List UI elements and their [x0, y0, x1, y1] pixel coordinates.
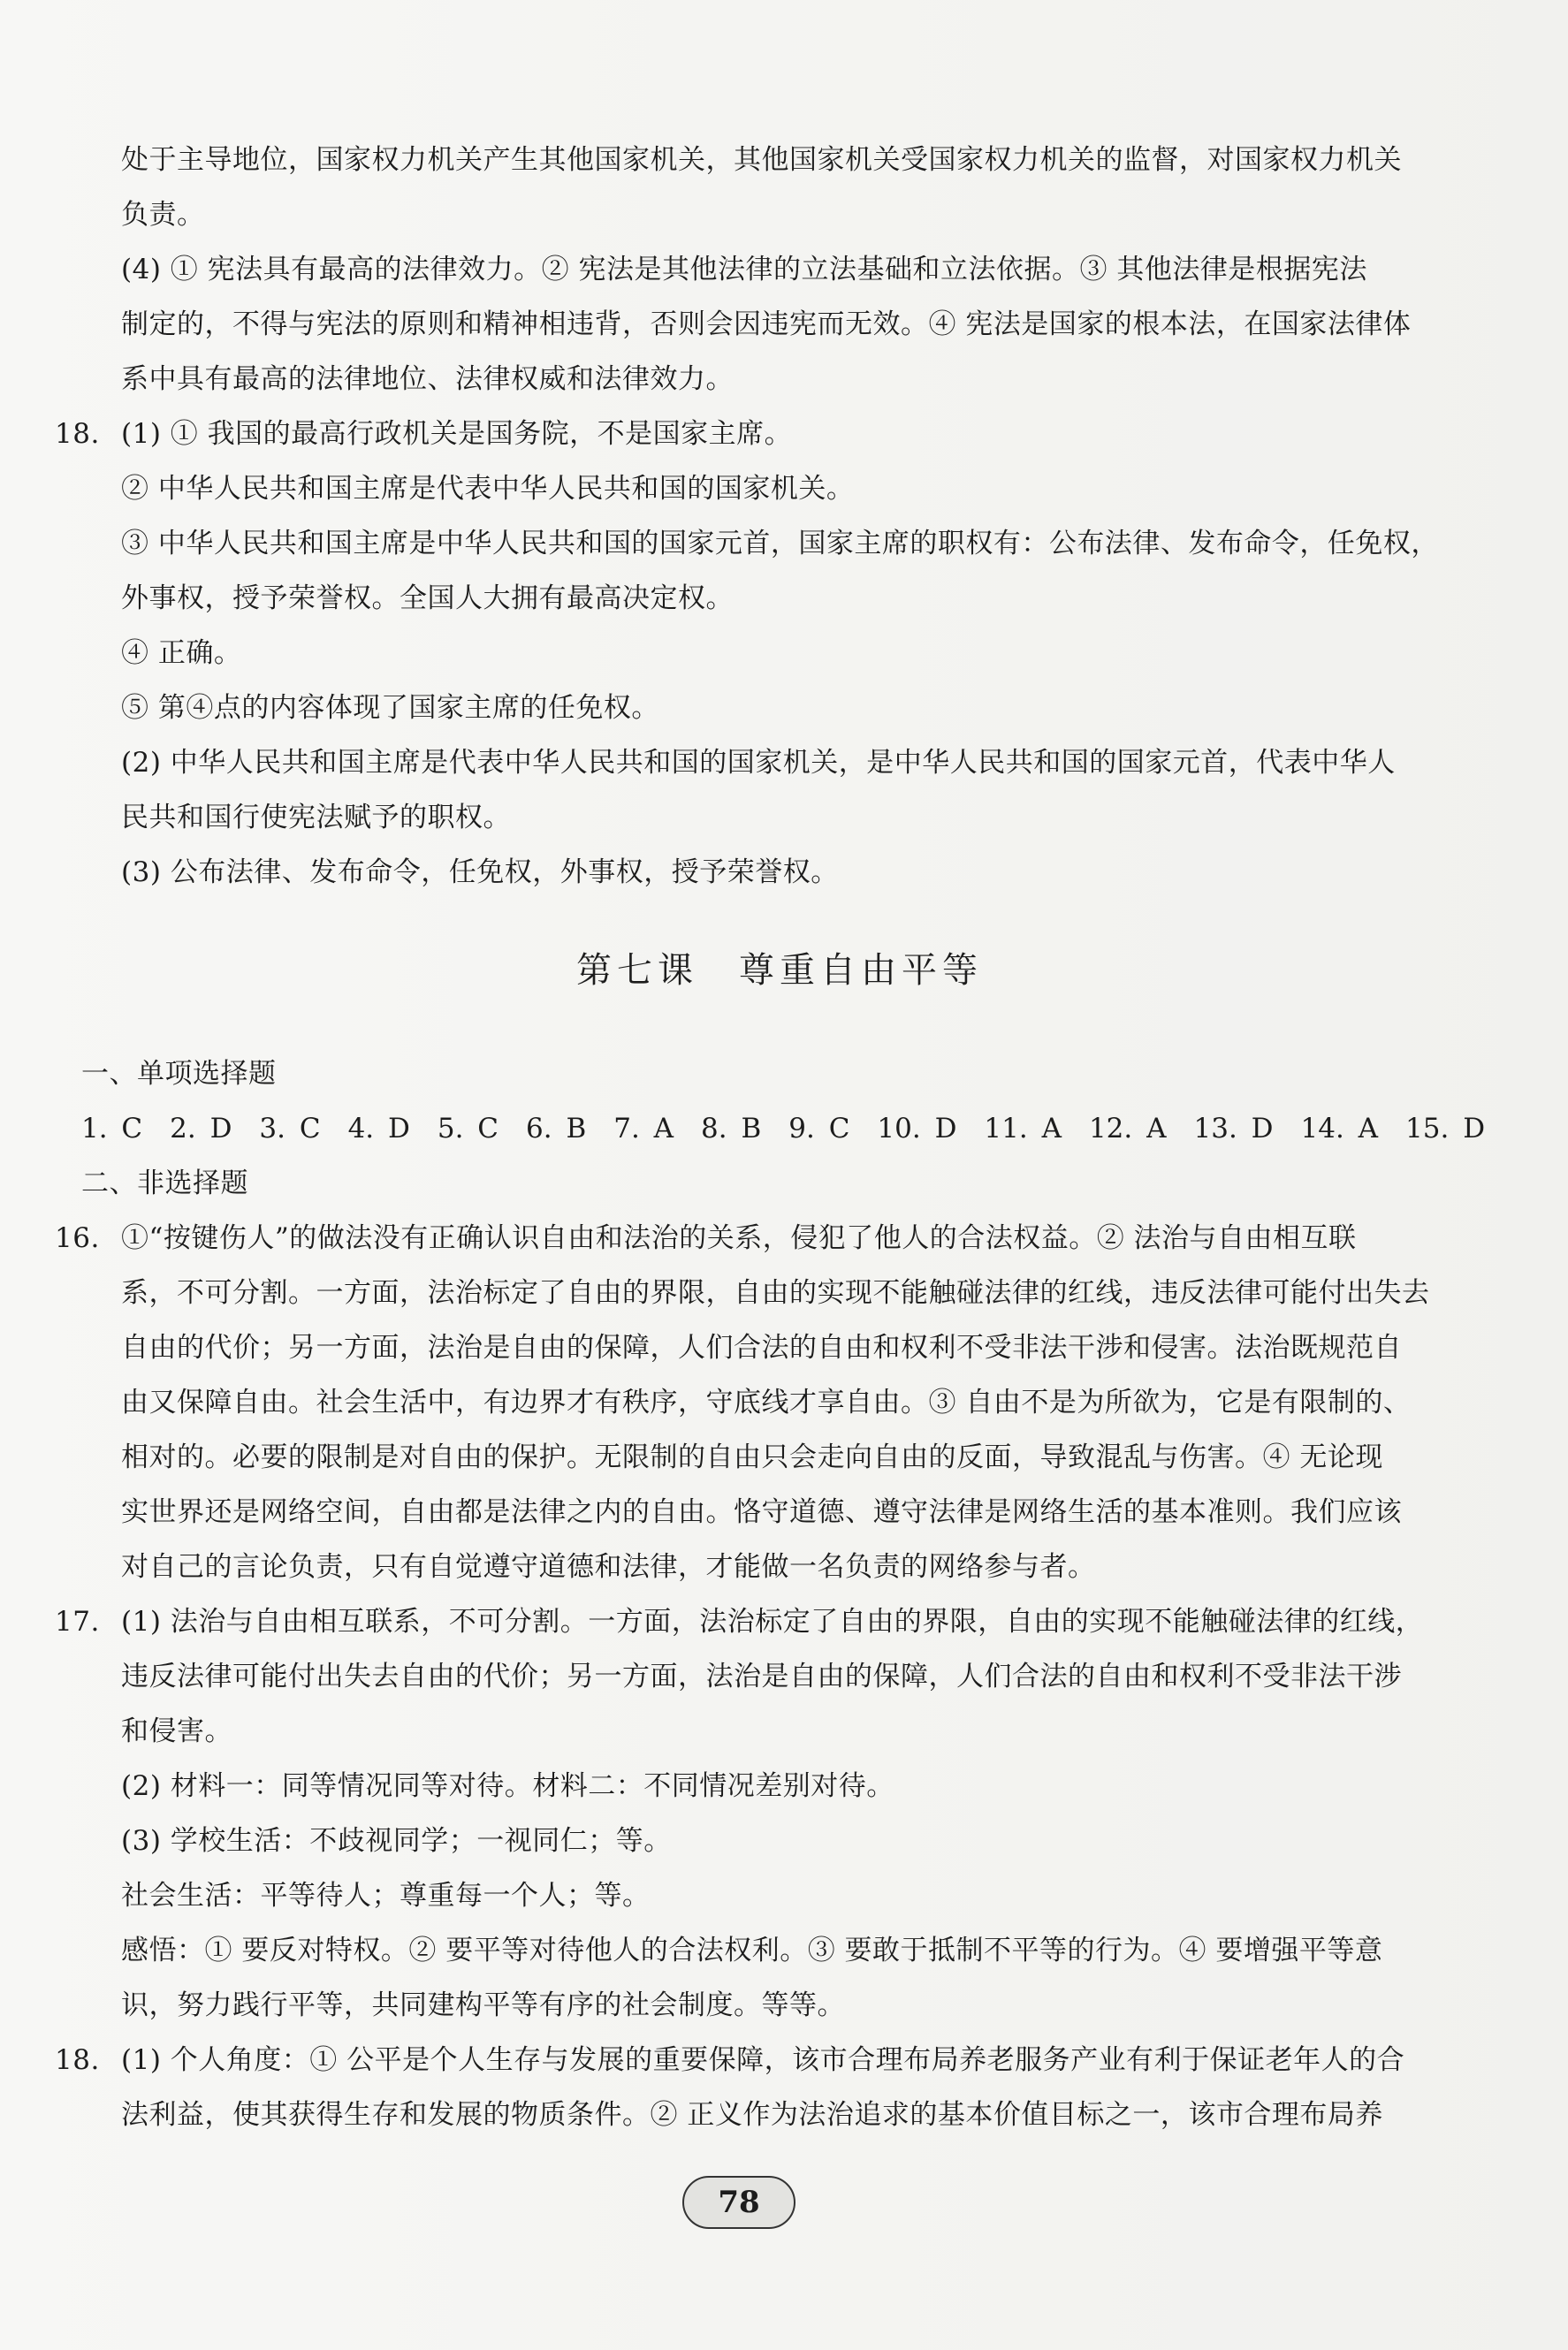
question-number: 16.	[55, 1222, 100, 1254]
text-line: ⑤ 第④点的内容体现了国家主席的任免权。	[121, 692, 659, 724]
text-line: 负责。	[121, 199, 205, 231]
text-line: 制定的，不得与宪法的原则和精神相违背，否则会因违宪而无效。④ 宪法是国家的根本法，在国家法律体	[121, 308, 1412, 340]
answer-content	[55, 133, 1486, 2142]
text-line: 识，努力践行平等，共同建构平等有序的社会制度。等等。	[121, 1989, 845, 2021]
text-line: 外事权，授予荣誉权。全国人大拥有最高决定权。	[121, 582, 734, 614]
lesson-title: 第七课 尊重自由平等	[576, 950, 983, 991]
text-line: 处于主导地位，国家权力机关产生其他国家机关，其他国家机关受国家权力机关的监督，对国家权力机关	[121, 144, 1402, 176]
text-line: 法利益，使其获得生存和发展的物质条件。② 正义作为法治追求的基本价值目标之一，该市合理布局养	[121, 2099, 1383, 2131]
text-line: (1) ① 我国的最高行政机关是国务院，不是国家主席。	[121, 418, 793, 450]
text-line: (2) 中华人民共和国主席是代表中华人民共和国的国家机关，是中华人民共和国的国家元首，代表中华人	[121, 747, 1396, 779]
text-line: 实世界还是网络空间，自由都是法律之内的自由。恪守道德、遵守法律是网络生活的基本准则。我们应该	[121, 1496, 1402, 1528]
text-line: ①“按键伤人”的做法没有正确认识自由和法治的关系，侵犯了他人的合法权益。② 法治与自由相互联	[121, 1222, 1357, 1254]
text-line: (1) 个人角度：① 公平是个人生存与发展的重要保障，该市合理布局养老服务产业有利于保证老年人的合	[121, 2044, 1405, 2076]
text-line: 民共和国行使宪法赋予的职权。	[121, 802, 511, 833]
text-line: (4) ① 宪法具有最高的法律效力。② 宪法是其他法律的立法基础和立法依据。③ 其他法律是根据宪法	[121, 254, 1367, 285]
text-line: ② 中华人民共和国主席是代表中华人民共和国的国家机关。	[121, 473, 855, 505]
question-18-line	[55, 2033, 1478, 2088]
text-line: 感悟：① 要反对特权。② 要平等对待他人的合法权利。③ 要敢于抵制不平等的行为。④ 要增强平等意	[121, 1935, 1383, 1966]
text-line: 自由的代价；另一方面，法治是自由的保障，人们合法的自由和权利不受非法干涉和侵害。法治既规范自	[121, 1332, 1402, 1364]
text-line: 由又保障自由。社会生活中，有边界才有秩序，守底线才享自由。③ 自由不是为所欲为，它是有限制的、	[121, 1387, 1412, 1418]
section-heading: 二、非选择题	[81, 1167, 248, 1199]
choice-answers: 1. C 2. D 3. C 4. D 5. C 6. B 7. A 8. B 9. C 10. D 11. A 12. A 13. D 14. A 15. D	[81, 1113, 1486, 1145]
question-number: 17.	[55, 1606, 100, 1638]
question-18-line	[55, 407, 1478, 461]
question-17-line	[55, 1594, 1478, 1649]
text-line: 对自己的言论负责，只有自觉遵守道德和法律，才能做一名负责的网络参与者。	[121, 1551, 1096, 1583]
text-line: 相对的。必要的限制是对自由的保护。无限制的自由只会走向自由的反面，导致混乱与伤害。④ 无论现	[121, 1441, 1383, 1473]
text-line: (3) 学校生活：不歧视同学；一视同仁；等。	[121, 1825, 672, 1857]
text-line: (1) 法治与自由相互联系，不可分割。一方面，法治标定了自由的界限，自由的实现不能触碰法律的红线，	[121, 1606, 1424, 1638]
page-number: 78	[682, 2176, 795, 2229]
text-line: 违反法律可能付出失去自由的代价；另一方面，法治是自由的保障，人们合法的自由和权利不受非法干涉	[121, 1661, 1402, 1692]
text-line: 社会生活：平等待人；尊重每一个人；等。	[121, 1880, 651, 1912]
text-line: ④ 正确。	[121, 637, 242, 669]
question-16-line	[55, 1211, 1478, 1266]
text-line: 系，不可分割。一方面，法治标定了自由的界限，自由的实现不能触碰法律的红线，违反法律可能付出失去	[121, 1277, 1430, 1309]
question-number: 18.	[55, 418, 100, 450]
text-line: (2) 材料一：同等情况同等对待。材料二：不同情况差别对待。	[121, 1770, 894, 1802]
text-line: (3) 公布法律、发布命令，任免权，外事权，授予荣誉权。	[121, 856, 839, 888]
text-line: 系中具有最高的法律地位、法律权威和法律效力。	[121, 363, 734, 395]
question-number: 18.	[55, 2044, 100, 2076]
text-line: ③ 中华人民共和国主席是中华人民共和国的国家元首，国家主席的职权有：公布法律、发布命令，任免权，	[121, 528, 1439, 559]
section-heading: 一、单项选择题	[81, 1058, 277, 1090]
text-line: 和侵害。	[121, 1715, 232, 1747]
